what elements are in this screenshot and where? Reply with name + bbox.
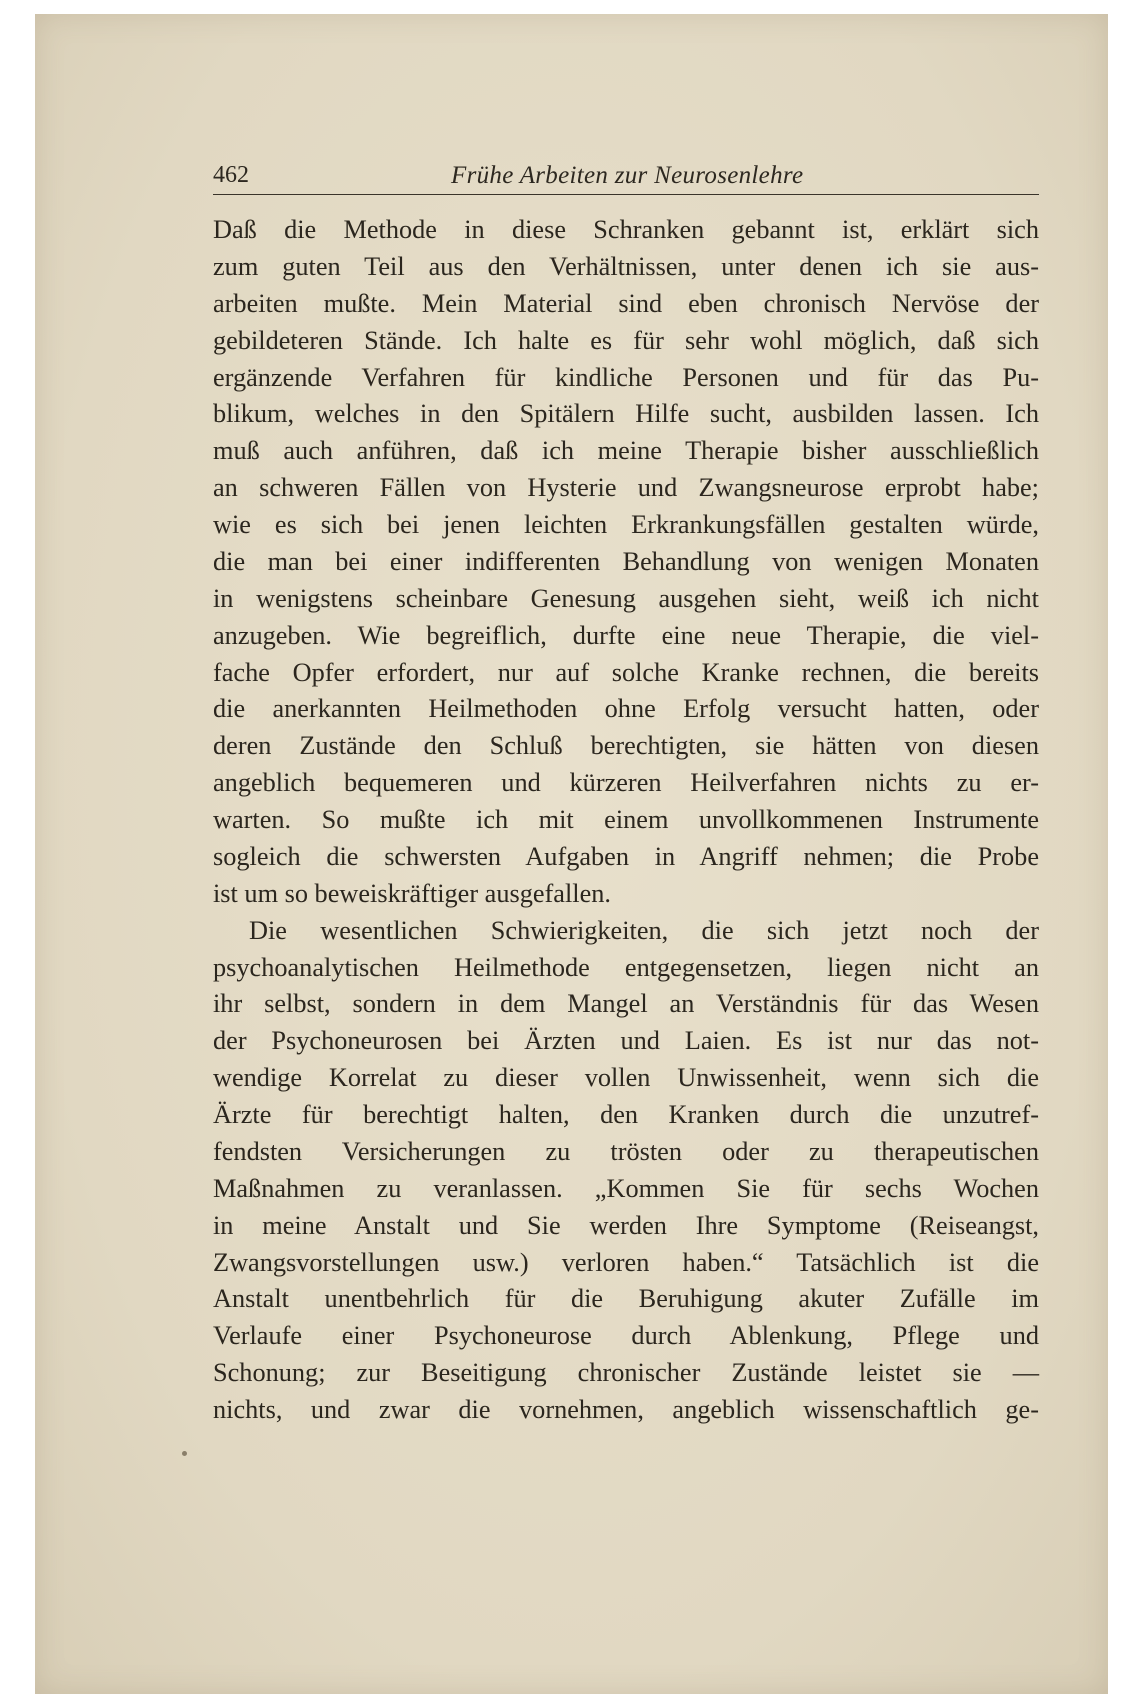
text-line: Ärzte für berechtigt halten, den Kranken durch die unzutref- — [213, 1100, 1039, 1129]
text-line: gebildeteren Stände. Ich halte es für sehr wohl möglich, daß sich — [213, 325, 1039, 355]
text-line: deren Zustände den Schluß berechtigten, sie hätten von diesen — [213, 731, 1039, 761]
running-title: Frühe Arbeiten zur Neurosenlehre — [451, 162, 804, 189]
text-line: warten. So mußte ich mit einem unvollkommenen Instrumente — [213, 805, 1039, 834]
paper-speck — [182, 1451, 187, 1456]
text-line: sogleich die schwersten Aufgaben in Angriff nehmen; die Probe — [213, 841, 1039, 871]
page-number: 462 — [213, 162, 249, 188]
page-header — [213, 146, 1039, 195]
text-line: blikum, welches in den Spitälern Hilfe sucht, ausbilden lassen. Ich — [213, 399, 1039, 429]
text-line: ihr selbst, sondern in dem Mangel an Verständnis für das Wesen — [213, 989, 1039, 1019]
text-line: fache Opfer erfordert, nur auf solche Kranke rechnen, die bereits — [213, 657, 1039, 687]
text-line: Die wesentlichen Schwierigkeiten, die sich jetzt noch der — [249, 915, 1039, 945]
text-line: ist um so beweiskräftiger ausgefallen. — [213, 878, 611, 908]
text-line: wendige Korrelat zu dieser vollen Unwissenheit, wenn sich die — [213, 1063, 1039, 1093]
text-line: psychoanalytischen Heilmethode entgegensetzen, liegen nicht an — [213, 952, 1039, 982]
body-text — [213, 212, 1039, 1429]
text-line: an schweren Fällen von Hysterie und Zwangsneurose erprobt habe; — [213, 473, 1039, 503]
text-line: zum guten Teil aus den Verhältnissen, unter denen ich sie aus- — [213, 251, 1039, 281]
text-line: wie es sich bei jenen leichten Erkrankungsfällen gestalten würde, — [213, 510, 1039, 539]
text-line: in meine Anstalt und Sie werden Ihre Symptome (Reiseangst, — [213, 1210, 1039, 1240]
text-line: nichts, und zwar die vornehmen, angeblich wissenschaftlich ge- — [213, 1395, 1039, 1424]
text-line: Verlaufe einer Psychoneurose durch Ablenkung, Pflege und — [213, 1321, 1039, 1351]
paragraph — [213, 212, 1039, 913]
text-line: Zwangsvorstellungen usw.) verloren haben.“ Tatsächlich ist die — [213, 1247, 1039, 1277]
text-line: die man bei einer indifferenten Behandlung von wenigen Monaten — [213, 546, 1039, 576]
text-line: die anerkannten Heilmethoden ohne Erfolg versucht hatten, oder — [213, 694, 1039, 724]
text-line: Schonung; zur Beseitigung chronischer Zustände leistet sie — — [213, 1358, 1039, 1388]
text-line: Daß die Methode in diese Schranken gebannt ist, erklärt sich — [213, 215, 1039, 244]
text-line: muß auch anführen, daß ich meine Therapie bisher ausschließlich — [213, 436, 1039, 466]
text-line: in wenigstens scheinbare Genesung ausgehen sieht, weiß ich nicht — [213, 583, 1039, 613]
text-line: arbeiten mußte. Mein Material sind eben chronisch Nervöse der — [213, 288, 1039, 318]
text-line: Maßnahmen zu veranlassen. „Kommen Sie für sechs Wochen — [213, 1173, 1039, 1203]
text-line: angeblich bequemeren und kürzeren Heilverfahren nichts zu er- — [213, 768, 1039, 798]
text-line: der Psychoneurosen bei Ärzten und Laien. Es ist nur das not- — [213, 1026, 1039, 1056]
text-line: anzugeben. Wie begreiflich, durfte eine neue Therapie, die viel- — [213, 620, 1039, 650]
text-line: fendsten Versicherungen zu trösten oder zu therapeutischen — [213, 1136, 1039, 1166]
text-line: Anstalt unentbehrlich für die Beruhigung akuter Zufälle im — [213, 1284, 1039, 1314]
paragraph — [213, 913, 1039, 1429]
text-line: ergänzende Verfahren für kindliche Personen und für das Pu- — [213, 362, 1039, 392]
